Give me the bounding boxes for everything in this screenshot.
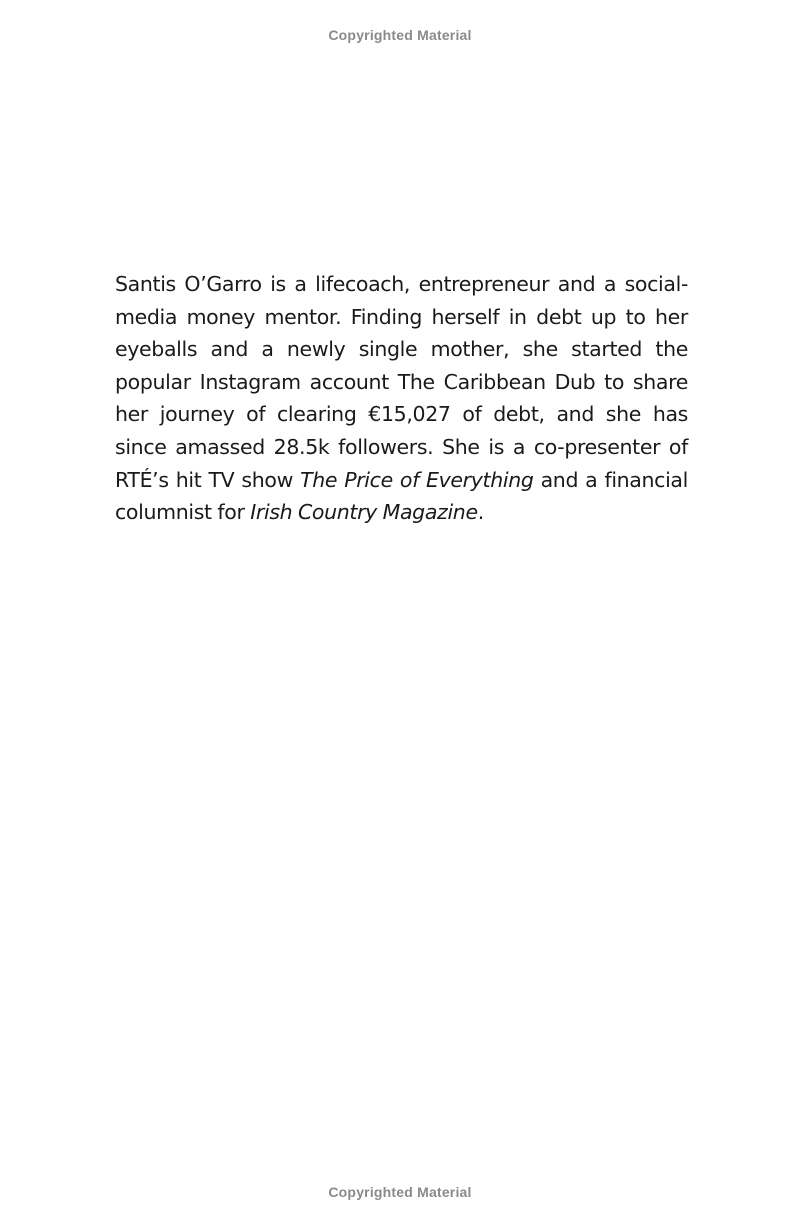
copyright-watermark-top: Copyrighted Material bbox=[328, 27, 472, 43]
copyright-watermark-bottom: Copyrighted Material bbox=[328, 1184, 472, 1200]
show-title: The Price of Everything bbox=[300, 467, 534, 492]
bio-text-intro: Santis O’Garro is a lifecoach, entrepreneur and a social-media money mentor. Finding herself in debt up to her eyeballs and a newly single mother, she started the popular Instagram account The Caribbean Dub to share her journey of clearing €15,027 of debt, and she has since amassed 28.5k followers. She is a co-presenter of RTÉ’s hit TV show bbox=[115, 272, 688, 492]
bio-text-end: . bbox=[477, 500, 484, 525]
author-bio bbox=[115, 268, 688, 529]
bio-text-middle: and a financial columnist for bbox=[115, 467, 688, 525]
magazine-title: Irish Country Magazine bbox=[250, 500, 478, 525]
